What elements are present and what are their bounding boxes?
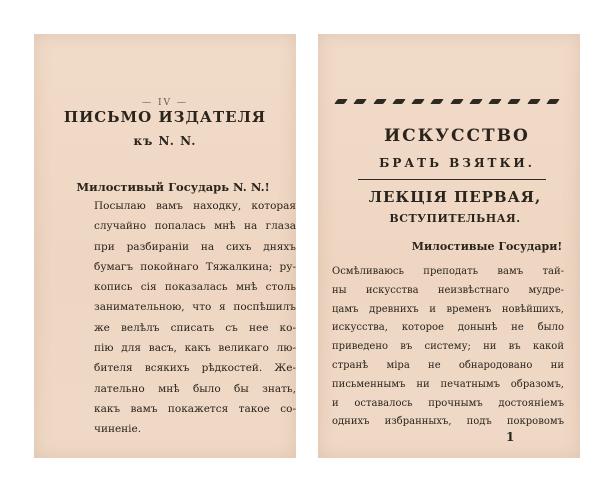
page-number-bottom: 1 xyxy=(506,430,515,444)
text-line: цамъ древнихъ и временъ новѣйшихъ, xyxy=(332,303,564,315)
lecture-title: ЛЕКЦIЯ ПЕРВАЯ, xyxy=(368,188,542,206)
text-line: Осмѣливаюсь преподать вамъ тай- xyxy=(332,266,564,277)
text-line: и оставалось прочнымъ достоянiемъ xyxy=(332,397,564,409)
text-line: бумагъ покойнаго Тяжалкина; ру- xyxy=(94,260,296,273)
text-line: же велѣлъ списать съ нее ко- xyxy=(94,321,296,334)
divider-rule xyxy=(358,179,546,180)
text-line: чиненiе. xyxy=(94,423,142,436)
text-line: однихъ избранныхъ, подъ покровомъ xyxy=(332,416,564,428)
text-line: копись сiя показалась мнѣ столь xyxy=(94,281,296,294)
right-page xyxy=(318,34,580,458)
text-line: случайно попалась мнѣ на глаза xyxy=(94,220,296,233)
left-page xyxy=(34,34,296,458)
text-line: Посылаю вамъ находку, которая xyxy=(94,200,296,212)
letter-addressee: къ N. N. xyxy=(133,134,197,148)
page-number-top: — IV — xyxy=(142,98,188,108)
letter-title: ПИСЬМО ИЗДАТЕЛЯ xyxy=(63,108,267,126)
text-line: занимательною, что я поспѣшилъ xyxy=(94,301,296,314)
text-line: странѣ мiра не обнародовано ни xyxy=(332,359,564,371)
ornament-border xyxy=(336,97,558,105)
letter-salutation: Милостивый Государь N. N.! xyxy=(76,180,270,194)
letter-body xyxy=(94,196,296,440)
lecture-body xyxy=(332,263,564,432)
lecture-subtitle: ВСТУПИТЕЛЬНАЯ. xyxy=(389,212,521,225)
text-line: письменнымъ ни печатнымъ образомъ, xyxy=(332,378,564,390)
text-line: какъ вамъ покажется такое со- xyxy=(94,402,296,415)
text-line: при разбиранiи на сихъ дняхъ xyxy=(94,240,296,253)
treatise-title: ИСКУССТВО xyxy=(384,126,530,146)
text-line: пiю для васъ, какъ великаго лю- xyxy=(94,342,296,355)
text-line: искусства, которое донынѣ не было xyxy=(332,322,564,334)
text-line: ны искусства неизвѣстнаго мудре- xyxy=(332,284,564,296)
text-line: приведено въ систему; ни въ какой xyxy=(332,341,564,353)
lecture-salutation: Милостивые Государи! xyxy=(411,240,563,253)
treatise-subtitle: БРАТЬ ВЗЯТКИ. xyxy=(379,156,535,170)
text-line: бителя всякихъ рѣдкостей. Же- xyxy=(94,362,296,375)
text-line: лательно мнѣ было бы знать, xyxy=(94,382,296,395)
